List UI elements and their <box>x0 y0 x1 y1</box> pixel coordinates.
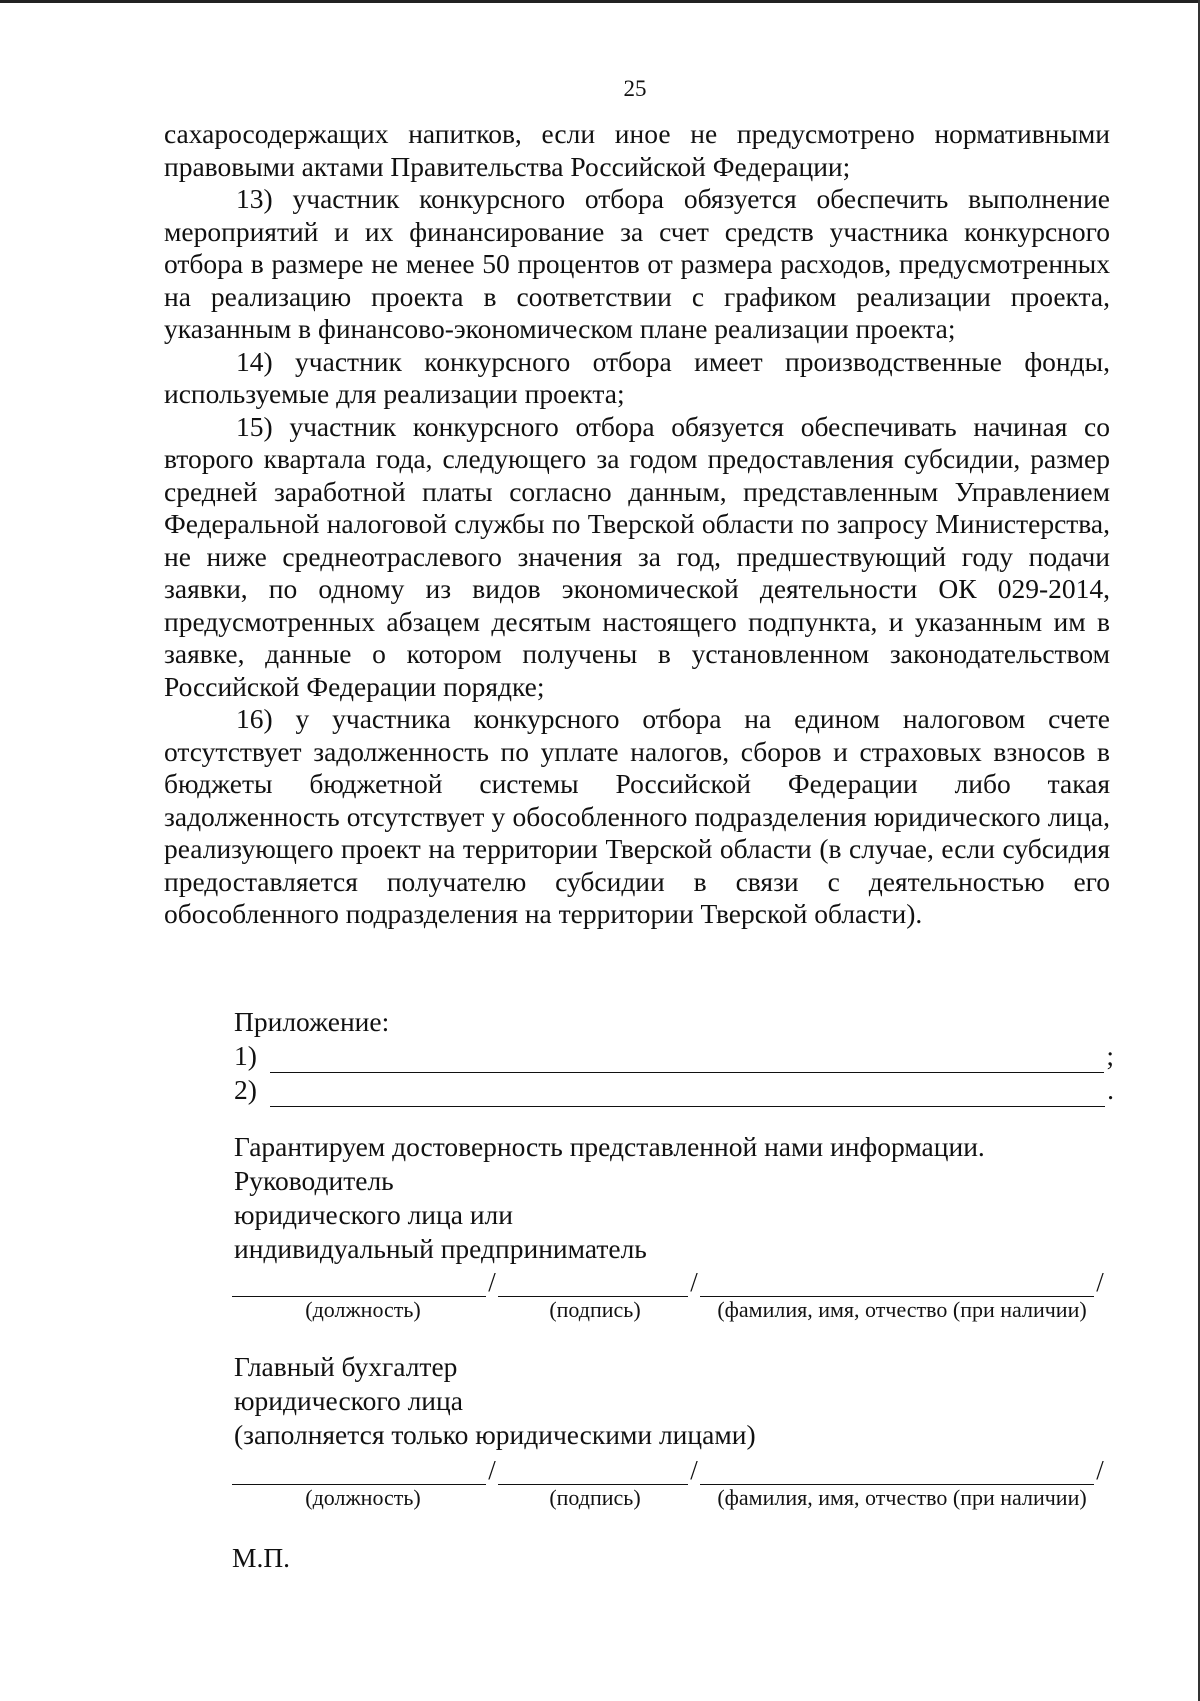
caption-signature: (подпись) <box>549 1485 641 1510</box>
separator-slash: / <box>1096 1267 1104 1297</box>
separator-slash: / <box>1096 1455 1104 1485</box>
stamp-placeholder: М.П. <box>232 1542 291 1573</box>
head-position-field[interactable] <box>232 1272 486 1297</box>
appendix-item-1 <box>234 1039 1114 1073</box>
accountant-signature-block <box>234 1350 756 1452</box>
separator-slash: / <box>488 1455 496 1485</box>
page-number: 25 <box>623 76 647 101</box>
accountant-title-line-1: Главный бухгалтер <box>234 1351 458 1382</box>
head-signature-captions <box>232 1297 1112 1323</box>
guarantee-statement: Гарантируем достоверность представленной нами информации. <box>234 1131 985 1162</box>
head-title-line-2: юридического лица или <box>234 1199 513 1230</box>
appendix-item-end: ; <box>1106 1040 1114 1071</box>
accountant-signature-field[interactable] <box>498 1460 688 1485</box>
paragraph-item-16: 16) у участника конкурсного отбора на едином налоговом счете отсутствует задолженность по уплате налогов, сборов и страховых взносов в бюджеты бюджетной системы Российской Федерации либо такая задолженность отсутствует у обособленного подразделения юридического лица, реализующего проект на территории Тверской области (в случае, если субсидия предоставляется получателю субсидии в связи с деятельностью его обособленного подразделения на территории Тверской области). <box>164 703 1110 929</box>
appendix-item-number: 2) <box>234 1074 257 1105</box>
head-title-line-3: индивидуальный предприниматель <box>234 1233 647 1264</box>
appendix-title: Приложение: <box>234 1006 390 1037</box>
appendix-blank-line[interactable] <box>270 1084 1105 1107</box>
head-signature-field[interactable] <box>498 1272 688 1297</box>
head-signature-block <box>234 1130 985 1266</box>
appendix-item-number: 1) <box>234 1040 257 1071</box>
caption-signature: (подпись) <box>549 1297 641 1322</box>
caption-position: (должность) <box>305 1485 421 1510</box>
caption-full-name: (фамилия, имя, отчество (при наличии) <box>717 1485 1087 1510</box>
paragraph-item-15: 15) участник конкурсного отбора обязуется обеспечивать начиная со второго квартала года, следующего за годом предоставления субсидии, размер средней заработной платы согласно данным, представленным Управлением Федеральной налоговой службы по Тверской области по запросу Министерства, не ниже среднеотраслевого значения за год, предшествующий году подачи заявки, по одному из видов экономической деятельности ОК 029-2014, предусмотренных абзацем десятым настоящего подпункта, и указанным им в заявке, данные о котором получены в установленном законодательством Российской Федерации порядке; <box>164 410 1110 702</box>
paragraph-continuation: сахаросодержащих напитков, если иное не предусмотрено нормативными правовыми актами Правительства Российской Федерации; <box>164 118 1110 182</box>
accountant-signature-line <box>232 1455 1108 1485</box>
separator-slash: / <box>690 1267 698 1297</box>
caption-position: (должность) <box>305 1297 421 1322</box>
appendix-item-2 <box>234 1073 1114 1107</box>
accountant-title-line-2: юридического лица <box>234 1385 463 1416</box>
appendix-item-end: . <box>1107 1074 1114 1105</box>
head-signature-line <box>232 1267 1108 1297</box>
accountant-title-line-3: (заполняется только юридическими лицами) <box>234 1419 756 1450</box>
paragraph-item-14: 14) участник конкурсного отбора имеет производственные фонды, используемые для реализации проекта; <box>164 345 1110 409</box>
accountant-position-field[interactable] <box>232 1460 486 1485</box>
head-name-field[interactable] <box>700 1272 1094 1297</box>
accountant-signature-captions <box>232 1485 1112 1511</box>
appendix-section <box>234 1005 1114 1107</box>
accountant-name-field[interactable] <box>700 1460 1094 1485</box>
paragraph-item-13: 13) участник конкурсного отбора обязуется обеспечить выполнение мероприятий и их финансирование за счет средств участника конкурсного отбора в размере не менее 50 процентов от размера расходов, предусмотренных на реализацию проекта в соответствии с графиком реализации проекта, указанным в финансово-экономическом плане реализации проекта; <box>164 183 1110 344</box>
head-title-line-1: Руководитель <box>234 1165 394 1196</box>
caption-full-name: (фамилия, имя, отчество (при наличии) <box>717 1297 1087 1322</box>
appendix-blank-line[interactable] <box>270 1050 1104 1073</box>
body-text <box>164 118 1110 931</box>
separator-slash: / <box>488 1267 496 1297</box>
scan-edge-top <box>0 0 1200 3</box>
separator-slash: / <box>690 1455 698 1485</box>
